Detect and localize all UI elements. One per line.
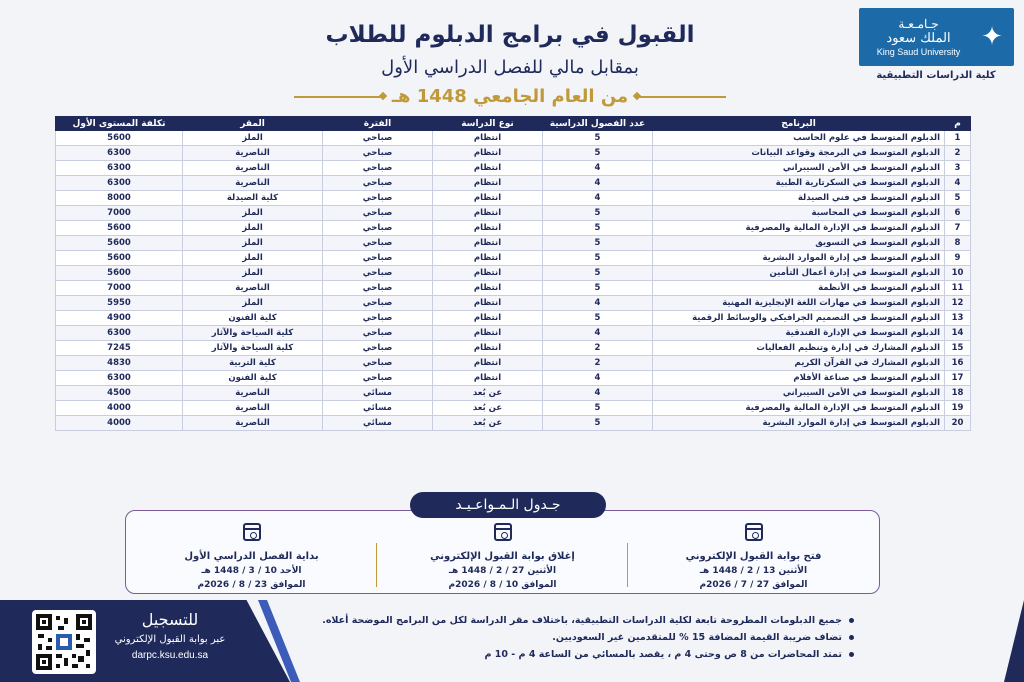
semesters-count-cell: 4 [543,386,653,401]
first-level-cost-cell: 5950 [56,296,183,311]
study-period-cell: صباحي [323,221,433,236]
gold-divider-left [294,96,384,98]
header-location: المقر [183,117,323,131]
program-name-cell: الدبلوم المتوسط في المحاسبة [653,206,945,221]
location-cell: الناصرية [183,281,323,296]
row-index-cell: 8 [945,236,971,251]
table-row [56,401,971,416]
study-type-cell: انتظام [433,176,543,191]
first-level-cost-cell: 4000 [56,416,183,431]
footer-corner-shape [1004,600,1024,682]
register-subtitle: عبر بوابة القبول الإلكتروني [114,634,226,645]
semesters-count-cell: 5 [543,416,653,431]
first-level-cost-cell: 7245 [56,341,183,356]
study-type-cell: انتظام [433,161,543,176]
programs-table-wrapper [55,116,970,431]
table-row [56,371,971,386]
semesters-count-cell: 4 [543,176,653,191]
study-type-cell: عن بُعد [433,401,543,416]
first-level-cost-cell: 6300 [56,146,183,161]
study-period-cell: صباحي [323,326,433,341]
table-row [56,176,971,191]
schedule-item-open [628,523,879,593]
year-row [250,84,770,110]
row-index-cell: 4 [945,176,971,191]
table-body [56,131,971,431]
note-item: تضاف ضريبة القيمة المضافة 15 % للمتقدمين غير السعوديين. [294,629,854,646]
first-level-cost-cell: 6300 [56,326,183,341]
main-title: القبول في برامج الدبلوم للطلاب [325,22,695,48]
location-cell: الناصرية [183,161,323,176]
program-name-cell: الدبلوم المتوسط في الإدارة المالية والمصرفية [653,221,945,236]
semesters-count-cell: 4 [543,296,653,311]
study-period-cell: مسائي [323,386,433,401]
header-cost: تكلفة المستوى الأول [56,117,183,131]
study-period-cell: صباحي [323,146,433,161]
semesters-count-cell: 2 [543,341,653,356]
row-index-cell: 11 [945,281,971,296]
study-type-cell: انتظام [433,221,543,236]
study-type-cell: انتظام [433,326,543,341]
program-name-cell: الدبلوم المتوسط في صناعة الأفلام [653,371,945,386]
semesters-count-cell: 4 [543,326,653,341]
header-period: الفترة [323,117,433,131]
table-row [56,206,971,221]
location-cell: كلية الصيدلة [183,191,323,206]
study-period-cell: صباحي [323,206,433,221]
table-row [56,191,971,206]
table-row [56,416,971,431]
first-level-cost-cell: 5600 [56,251,183,266]
title-block [250,18,770,110]
first-level-cost-cell: 4000 [56,401,183,416]
row-index-cell: 7 [945,221,971,236]
qr-code-graphic [36,614,92,670]
first-level-cost-cell: 6300 [56,371,183,386]
study-period-cell: صباحي [323,281,433,296]
notes-list [294,612,854,663]
program-name-cell: الدبلوم المتوسط في البرمجة وقواعد البيانات [653,146,945,161]
program-name-cell: الدبلوم المتوسط في إدارة الموارد البشرية [653,251,945,266]
row-index-cell: 1 [945,131,971,146]
study-period-cell: صباحي [323,191,433,206]
table-row [56,326,971,341]
study-period-cell: صباحي [323,161,433,176]
schedule-item-close [377,523,628,593]
table-row [56,266,971,281]
study-period-cell: صباحي [323,356,433,371]
study-period-cell: صباحي [323,371,433,386]
study-type-cell: انتظام [433,146,543,161]
location-cell: الملز [183,221,323,236]
palm-swords-emblem-icon: ✦ [981,22,1003,52]
schedule-heading: بداية الفصل الدراسي الأول [184,551,319,562]
program-name-cell: الدبلوم المتوسط في التصميم الجرافيكي والوسائط الرقمية [653,311,945,326]
study-type-cell: انتظام [433,206,543,221]
location-cell: الملز [183,266,323,281]
location-cell: كلية الفنون [183,311,323,326]
semesters-count-cell: 5 [543,251,653,266]
schedule-box [125,510,880,594]
first-level-cost-cell: 6300 [56,176,183,191]
program-name-cell: الدبلوم المتوسط في فني الصيدلة [653,191,945,206]
schedule-item-semester-start [126,523,377,593]
gold-divider-right [636,96,726,98]
location-cell: الناصرية [183,146,323,161]
study-type-cell: عن بُعد [433,416,543,431]
schedule-heading: فتح بوابة القبول الإلكتروني [685,551,822,562]
logo-english-name: King Saud University [876,46,961,57]
study-type-cell: انتظام [433,341,543,356]
qr-code-icon[interactable] [32,610,96,674]
note-item: تمتد المحاضرات من 8 ص وحتى 4 م ، يقصد بالمسائي من الساعة 4 م - 10 م [294,646,854,663]
table-row [56,341,971,356]
row-index-cell: 12 [945,296,971,311]
location-cell: الناصرية [183,401,323,416]
calendar-clock-icon [745,523,763,541]
study-period-cell: صباحي [323,251,433,266]
program-name-cell: الدبلوم المتوسط في الأنظمة [653,281,945,296]
table-header-row [56,117,971,131]
note-item: جميع الدبلومات المطروحة تابعة لكلية الدراسات التطبيقية، باختلاف مقر الدراسة لكل من البرامج الموضحة أعلاه. [294,612,854,629]
first-level-cost-cell: 7000 [56,206,183,221]
study-period-cell: صباحي [323,176,433,191]
study-period-cell: صباحي [323,311,433,326]
header-program: البرنامج [653,117,945,131]
table-row [56,386,971,401]
table-row [56,236,971,251]
header-semesters: عدد الفصول الدراسية [543,117,653,131]
schedule-hijri-date: الأثنين 13 / 2 / 1448 هـ [699,566,808,576]
semesters-count-cell: 5 [543,146,653,161]
first-level-cost-cell: 4830 [56,356,183,371]
first-level-cost-cell: 4900 [56,311,183,326]
header-index: م [945,117,971,131]
location-cell: الملز [183,251,323,266]
table-row [56,161,971,176]
semesters-count-cell: 5 [543,206,653,221]
location-cell: كلية التربية [183,356,323,371]
semesters-count-cell: 5 [543,131,653,146]
first-level-cost-cell: 5600 [56,131,183,146]
table-row [56,281,971,296]
study-type-cell: انتظام [433,356,543,371]
study-type-cell: انتظام [433,236,543,251]
semesters-count-cell: 4 [543,161,653,176]
study-type-cell: انتظام [433,371,543,386]
first-level-cost-cell: 4500 [56,386,183,401]
semesters-count-cell: 5 [543,281,653,296]
study-type-cell: انتظام [433,131,543,146]
first-level-cost-cell: 5600 [56,266,183,281]
semesters-count-cell: 5 [543,266,653,281]
location-cell: الناصرية [183,176,323,191]
schedule-gregorian-date: الموافق 27 / 7 / 2026م [699,580,808,590]
study-period-cell: مسائي [323,416,433,431]
study-type-cell: انتظام [433,266,543,281]
year-title: من العام الجامعي 1448 هـ [391,86,629,107]
row-index-cell: 9 [945,251,971,266]
table-row [56,356,971,371]
table-row [56,311,971,326]
location-cell: كلية السياحة والآثار [183,326,323,341]
register-title: للتسجيل [141,610,199,629]
semesters-count-cell: 5 [543,311,653,326]
table-row [56,251,971,266]
row-index-cell: 10 [945,266,971,281]
study-type-cell: انتظام [433,296,543,311]
study-type-cell: انتظام [433,191,543,206]
logo-arabic-line1: جـامـعـة [898,16,939,31]
university-logo [859,8,1014,66]
semesters-count-cell: 4 [543,191,653,206]
semesters-count-cell: 5 [543,401,653,416]
location-cell: الناصرية [183,386,323,401]
location-cell: الملز [183,236,323,251]
row-index-cell: 2 [945,146,971,161]
location-cell: الملز [183,296,323,311]
row-index-cell: 6 [945,206,971,221]
sub-title: بمقابل مالي للفصل الدراسي الأول [381,57,639,78]
location-cell: الملز [183,131,323,146]
program-name-cell: الدبلوم المتوسط في الأمن السيبراني [653,386,945,401]
program-name-cell: الدبلوم المتوسط في الإدارة الفندقية [653,326,945,341]
calendar-clock-icon [243,523,261,541]
first-level-cost-cell: 6300 [56,161,183,176]
footer [0,600,1024,682]
row-index-cell: 14 [945,326,971,341]
location-cell: كلية السياحة والآثار [183,341,323,356]
row-index-cell: 17 [945,371,971,386]
first-level-cost-cell: 5600 [56,221,183,236]
register-url-link[interactable]: darpc.ksu.edu.sa [131,650,209,661]
location-cell: الملز [183,206,323,221]
schedule-gregorian-date: الموافق 10 / 8 / 2026م [448,580,557,590]
study-type-cell: انتظام [433,311,543,326]
program-name-cell: الدبلوم المتوسط في إدارة أعمال التأمين [653,266,945,281]
row-index-cell: 19 [945,401,971,416]
table-row [56,131,971,146]
study-period-cell: صباحي [323,131,433,146]
program-name-cell: الدبلوم المتوسط في السكرتارية الطبية [653,176,945,191]
program-name-cell: الدبلوم المتوسط في إدارة الموارد البشرية [653,416,945,431]
table-row [56,296,971,311]
study-period-cell: صباحي [323,236,433,251]
first-level-cost-cell: 7000 [56,281,183,296]
program-name-cell: الدبلوم المشارك في القرآن الكريم [653,356,945,371]
semesters-count-cell: 5 [543,236,653,251]
study-period-cell: مسائي [323,401,433,416]
study-type-cell: انتظام [433,251,543,266]
schedule-title: جـدول الـمـواعـيـد [410,492,606,518]
location-cell: كلية الفنون [183,371,323,386]
calendar-clock-icon [494,523,512,541]
table-row [56,146,971,161]
program-name-cell: الدبلوم المتوسط في الإدارة المالية والمصرفية [653,401,945,416]
study-type-cell: انتظام [433,281,543,296]
program-name-cell: الدبلوم المتوسط في علوم الحاسب [653,131,945,146]
study-period-cell: صباحي [323,341,433,356]
study-type-cell: عن بُعد [433,386,543,401]
logo-arabic-line2: الملك سعود [886,30,951,46]
program-name-cell: الدبلوم المتوسط في مهارات اللغة الإنجليزية المهنية [653,296,945,311]
college-name: كلية الدراسات التطبيقية [876,70,996,81]
schedule-gregorian-date: الموافق 23 / 8 / 2026م [197,580,306,590]
semesters-count-cell: 2 [543,356,653,371]
row-index-cell: 16 [945,356,971,371]
row-index-cell: 18 [945,386,971,401]
study-period-cell: صباحي [323,266,433,281]
first-level-cost-cell: 5600 [56,236,183,251]
row-index-cell: 3 [945,161,971,176]
semesters-count-cell: 4 [543,371,653,386]
row-index-cell: 20 [945,416,971,431]
programs-table [55,116,971,431]
row-index-cell: 5 [945,191,971,206]
schedule-heading: إغلاق بوابة القبول الإلكتروني [430,551,575,562]
table-row [56,221,971,236]
program-name-cell: الدبلوم المتوسط في الأمن السيبراني [653,161,945,176]
location-cell: الناصرية [183,416,323,431]
row-index-cell: 13 [945,311,971,326]
first-level-cost-cell: 8000 [56,191,183,206]
schedule-hijri-date: الأثنين 27 / 2 / 1448 هـ [448,566,557,576]
study-period-cell: صباحي [323,296,433,311]
header-study-type: نوع الدراسة [433,117,543,131]
semesters-count-cell: 5 [543,221,653,236]
schedule-hijri-date: الأحد 10 / 3 / 1448 هـ [201,566,302,576]
row-index-cell: 15 [945,341,971,356]
program-name-cell: الدبلوم المشارك في إدارة وتنظيم الفعاليات [653,341,945,356]
register-block [110,608,230,664]
program-name-cell: الدبلوم المتوسط في التسويق [653,236,945,251]
